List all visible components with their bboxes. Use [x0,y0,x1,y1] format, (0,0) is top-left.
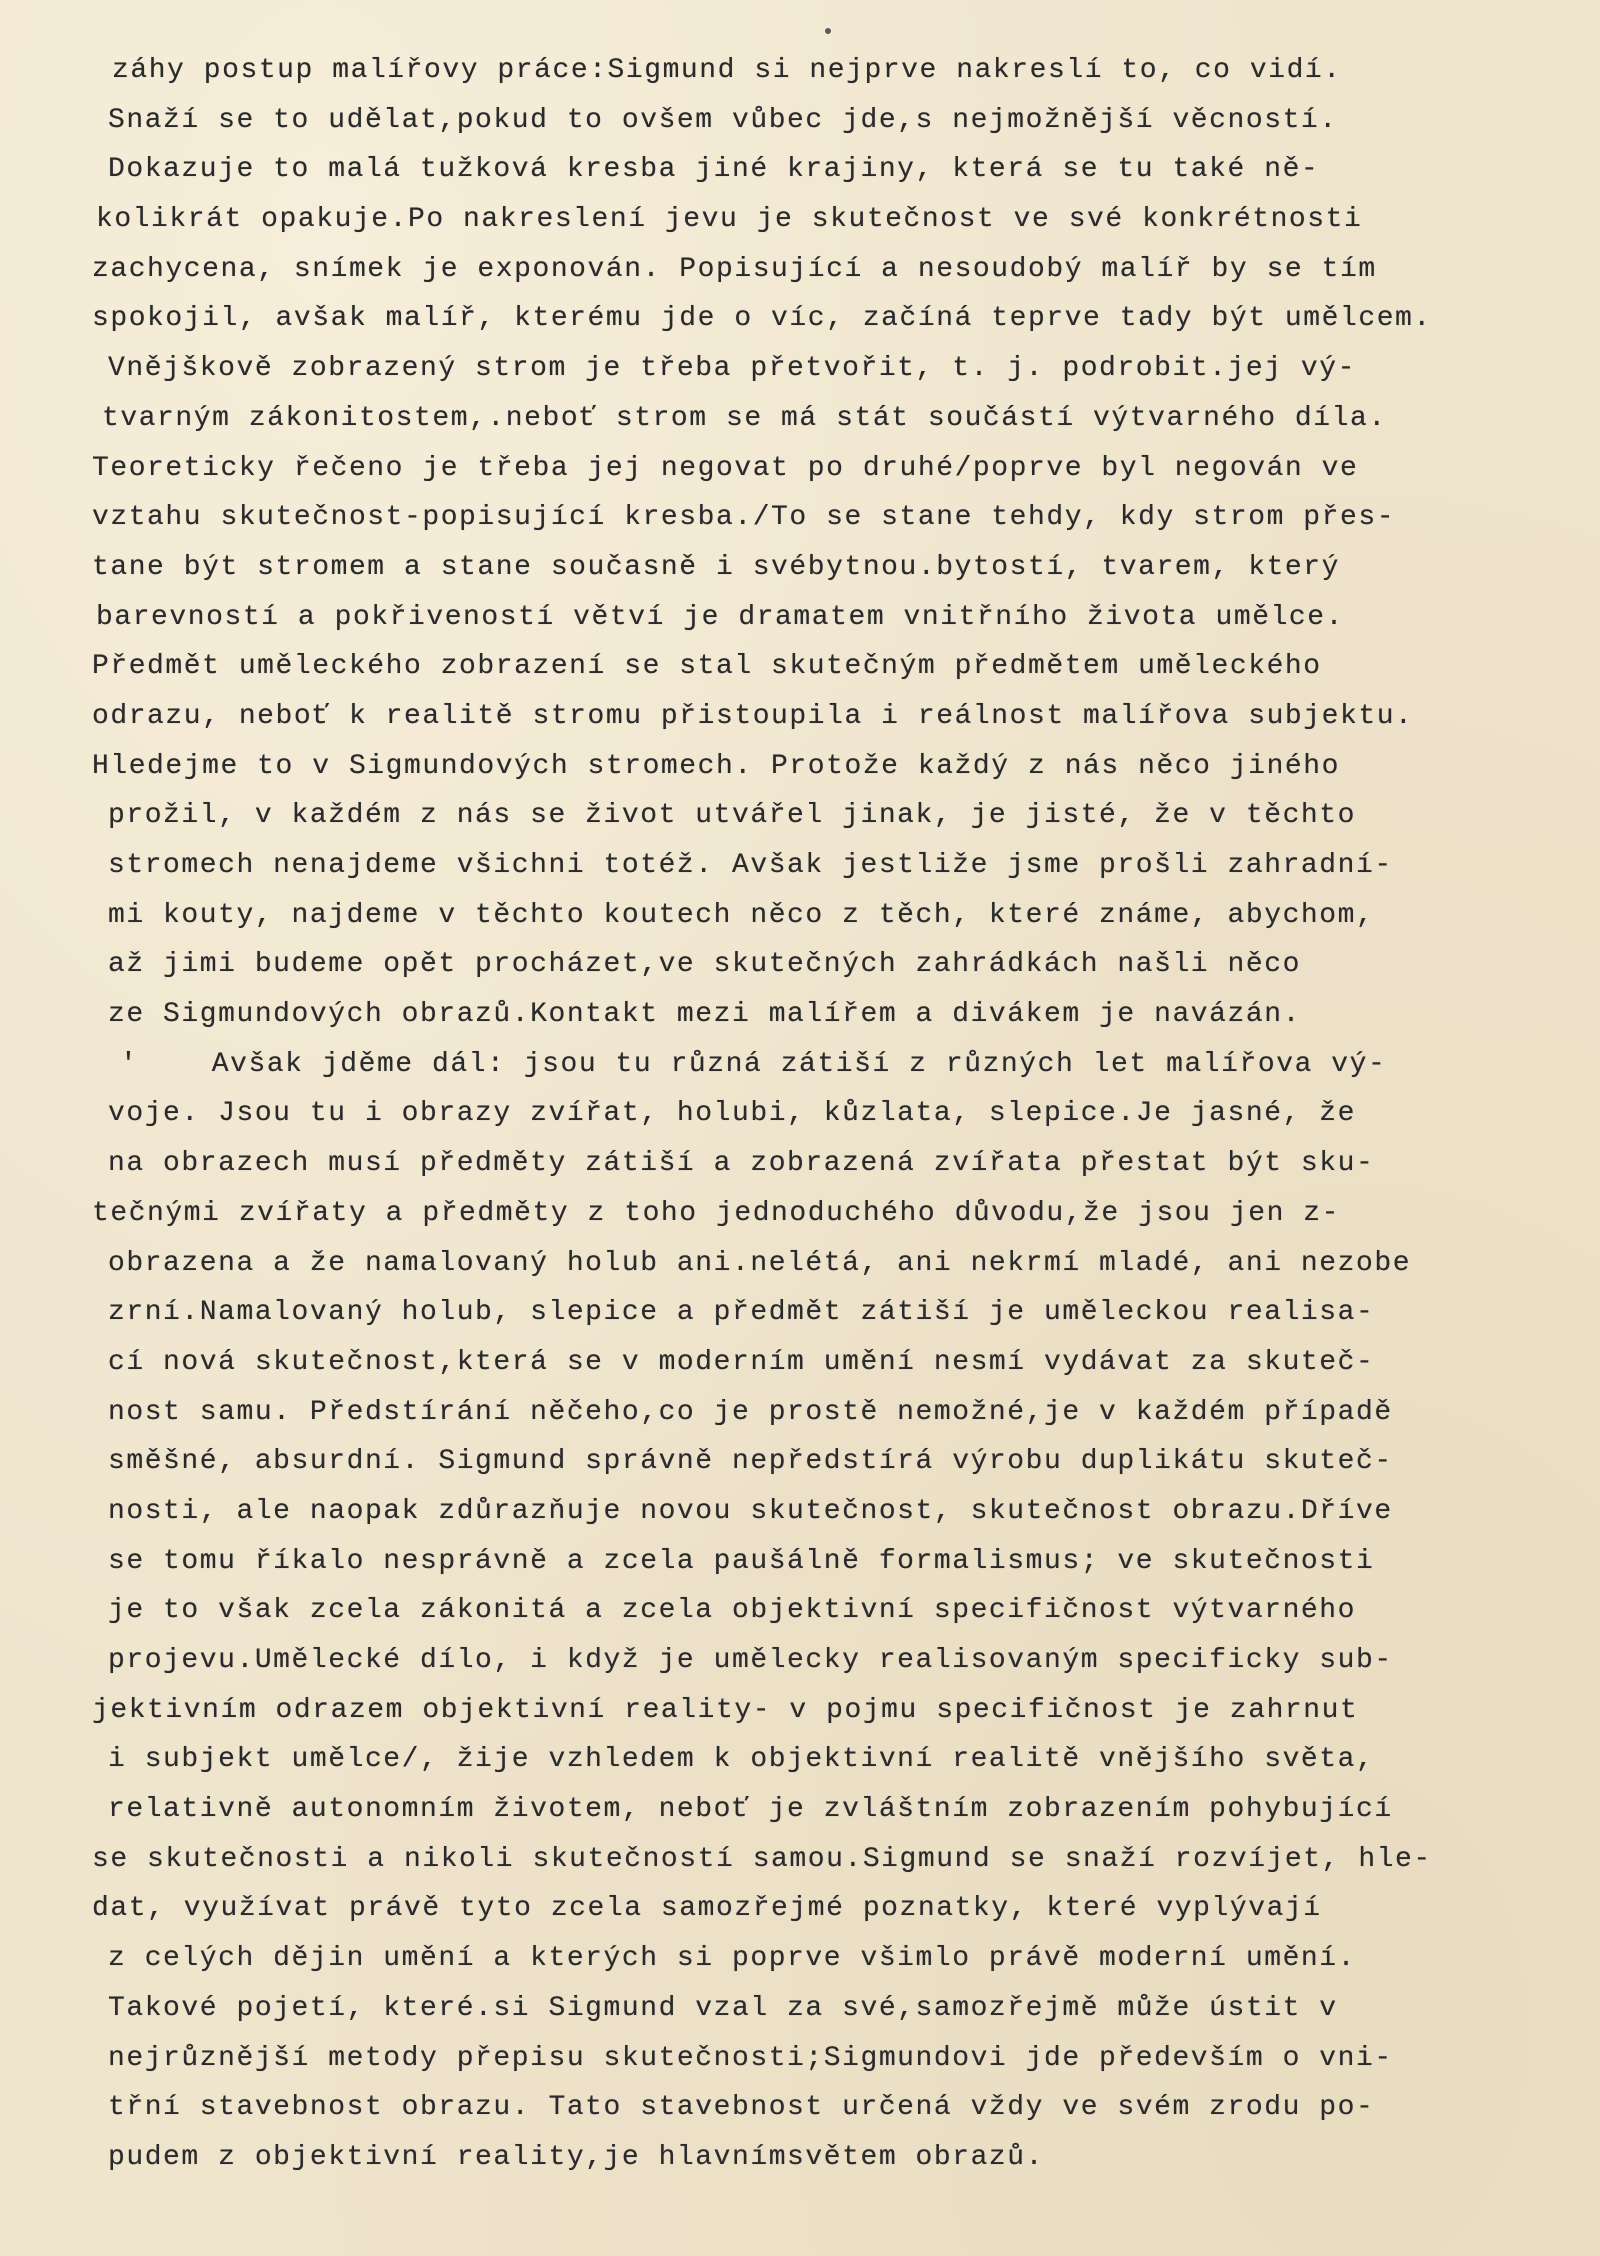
text-line: nosti, ale naopak zdůrazňuje novou skutečnost, skutečnost obrazu.Dříve [108,1495,1393,1527]
text-line: jektivním odrazem objektivní reality- v pojmu specifičnost je zahrnut [92,1694,1359,1726]
text-line: obrazena a že namalovaný holub ani.nelétá, ani nekrmí mladé, ani nezobe [108,1247,1412,1279]
text-line: voje. Jsou tu i obrazy zvířat, holubi, kůzlata, slepice.Je jasné, že [108,1098,1356,1130]
text-line: projevu.Umělecké dílo, i když je umělecky realisovaným specificky sub- [108,1645,1393,1676]
text-line: tvarným zákonitostem,.neboť strom se má stát součástí výtvarného díla. [102,402,1387,434]
text-line: odrazu, neboť k realitě stromu přistoupila i reálnost malířova subjektu. [92,700,1414,732]
text-line: až jimi budeme opět procházet,ve skutečných zahrádkách našli něco [108,949,1301,981]
text-line: spokojil, avšak malíř, kterému jde o víc, začíná teprve tady být umělcem. [92,303,1432,335]
text-line: prožil, v každém z nás se život utvářel jinak, je jisté, že v těchto [108,800,1356,832]
text-line: vztahu skutečnost-popisující kresba./To se stane tehdy, kdy strom přes- [92,502,1396,534]
text-line: se tomu říkalo nesprávně a zcela paušálně formalismus; ve skutečnosti [108,1545,1375,1577]
text-line: Teoreticky řečeno je třeba jej negovat po druhé/poprve byl negován ve [92,452,1359,484]
text-line: kolikrát opakuje.Po nakreslení jevu je skutečnost ve své konkrétnosti [96,204,1363,236]
text-line: se skutečnosti a nikoli skutečností samou.Sigmund se snaží rozvíjet, hle- [92,1843,1432,1875]
text-line: relativně autonomním životem, neboť je zvláštním zobrazením pohybující [108,1794,1393,1826]
text-line: ze Sigmundových obrazů.Kontakt mezi malířem a divákem je navázán. [108,999,1301,1031]
text-line: nost samu. Předstírání něčeho,co je prostě nemožné,je v každém případě [108,1396,1393,1428]
text-line: Dokazuje to malá tužková kresba jiné krajiny, která se tu také ně- [108,154,1320,186]
text-line: cí nová skutečnost,která se v moderním umění nesmí vydávat za skuteč- [108,1346,1375,1378]
text-line: tečnými zvířaty a předměty z toho jednoduchého důvodu,že jsou jen z- [92,1197,1340,1229]
text-line: záhy postup malířovy práce:Sigmund si nejprve nakreslí to, co vidí. [112,55,1342,86]
text-line: zrní.Namalovaný holub, slepice a předmět zátiší je uměleckou realisa- [108,1297,1375,1329]
text-line: dat, využívat právě tyto zcela samozřejmé poznatky, které vyplývají [92,1893,1322,1925]
text-line: nejrůznější metody přepisu skutečnosti;Sigmundovi jde především o vni- [108,2042,1393,2074]
ink-speck [825,28,831,34]
text-line: ' Avšak jděme dál: jsou tu různá zátiší z různých let malířova vý- [120,1048,1387,1080]
text-line: zachycena, snímek je exponován. Popisující a nesoudobý malíř by se tím [92,253,1377,285]
text-line: Snaží se to udělat,pokud to ovšem vůbec jde,s nejmožnější věcností. [108,104,1338,136]
text-line: třní stavebnost obrazu. Tato stavebnost určená vždy ve svém zrodu po- [108,2092,1375,2124]
text-line: Takové pojetí, které.si Sigmund vzal za své,samozřejmě může ústit v [108,1992,1338,2024]
text-line: mi kouty, najdeme v těchto koutech něco z těch, které známe, abychom, [108,899,1375,931]
text-line: barevností a pokřiveností větví je dramatem vnitřního života umělce. [96,601,1344,633]
text-line: Hledejme to v Sigmundových stromech. Protože každý z nás něco jiného [92,750,1340,782]
text-line: z celých dějin umění a kterých si poprve všimlo právě moderní umění. [108,1943,1356,1975]
text-line: na obrazech musí předměty zátiší a zobrazená zvířata přestat být sku- [108,1148,1375,1180]
text-line: Předmět uměleckého zobrazení se stal skutečným předmětem uměleckého [92,651,1322,683]
text-line: pudem z objektivní reality,je hlavnímsvětem obrazů. [108,2141,1044,2173]
text-line: Vnějškově zobrazený strom je třeba přetvořit, t. j. podrobit.jej vý- [108,353,1356,385]
typed-text-body [92,46,1562,2183]
text-line: směšné, absurdní. Sigmund správně nepředstírá výrobu duplikátu skuteč- [108,1446,1393,1478]
text-line: je to však zcela zákonitá a zcela objektivní specifičnost výtvarného [108,1595,1356,1627]
text-line: i subjekt umělce/, žije vzhledem k objektivní realitě vnějšího světa, [108,1744,1375,1776]
text-line: stromech nenajdeme všichni totéž. Avšak jestliže jsme prošli zahradní- [108,850,1393,881]
text-line: tane být stromem a stane současně i svébytnou.bytostí, tvarem, který [92,551,1340,583]
